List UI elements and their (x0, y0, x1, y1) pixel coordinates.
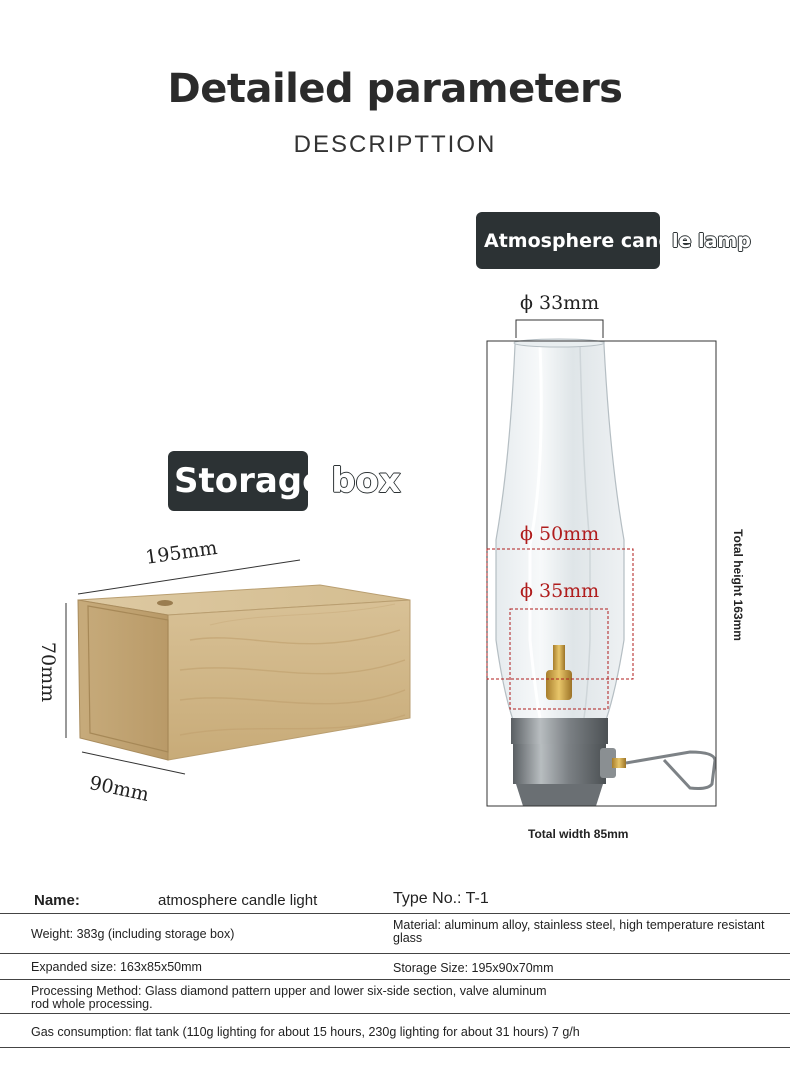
box-width-label: 90mm (87, 772, 151, 807)
lamp-label (476, 212, 751, 269)
gas-consumption-text: Gas consumption: flat tank (110g lighting for about 15 hours, 230g lighting for about 31 hours) 7 g/h (31, 1025, 580, 1039)
storage-box-drawing (78, 585, 410, 760)
table-row (0, 880, 790, 914)
page-title: Detailed parameters (167, 66, 623, 112)
weight-text: Weight: 383g (including storage box) (31, 927, 235, 941)
box-label-main: Storage (174, 461, 326, 501)
page-subtitle: DESCRIPTTION (293, 131, 497, 158)
table-row (0, 914, 790, 954)
base-diameter-label: ϕ 35mm (520, 580, 600, 602)
box-height-label: 70mm (37, 641, 59, 703)
table-row (0, 980, 790, 1014)
total-width-label: Total width 85mm (528, 827, 629, 841)
candle-lamp-drawing (496, 339, 715, 806)
total-height-label: Total height 163mm (731, 529, 745, 641)
box-length-label: 195mm (144, 536, 219, 569)
box-label (168, 451, 401, 511)
mid-diameter-label: ϕ 50mm (520, 523, 600, 545)
processing-text: Processing Method: Glass diamond pattern upper and lower six-side section, valve aluminum rod whole processing. (31, 984, 547, 1011)
box-label-tail: box (331, 461, 401, 501)
type-label: Type No.: T-1 (393, 890, 489, 907)
name-label: Name: (34, 892, 80, 909)
lamp-label-main: Atmosphere cand (484, 229, 673, 252)
material-text: Material: aluminum alloy, stainless steel, high temperature resistant glass (393, 918, 765, 945)
top-diameter-label: ϕ 33mm (520, 292, 600, 314)
table-row (0, 1014, 790, 1048)
lamp-label-tail: le lamp (672, 229, 751, 252)
storage-size-text: Storage Size: 195x90x70mm (393, 961, 554, 975)
expanded-size-text: Expanded size: 163x85x50mm (31, 960, 202, 974)
name-value: atmosphere candle light (158, 892, 318, 909)
table-row (0, 954, 790, 980)
